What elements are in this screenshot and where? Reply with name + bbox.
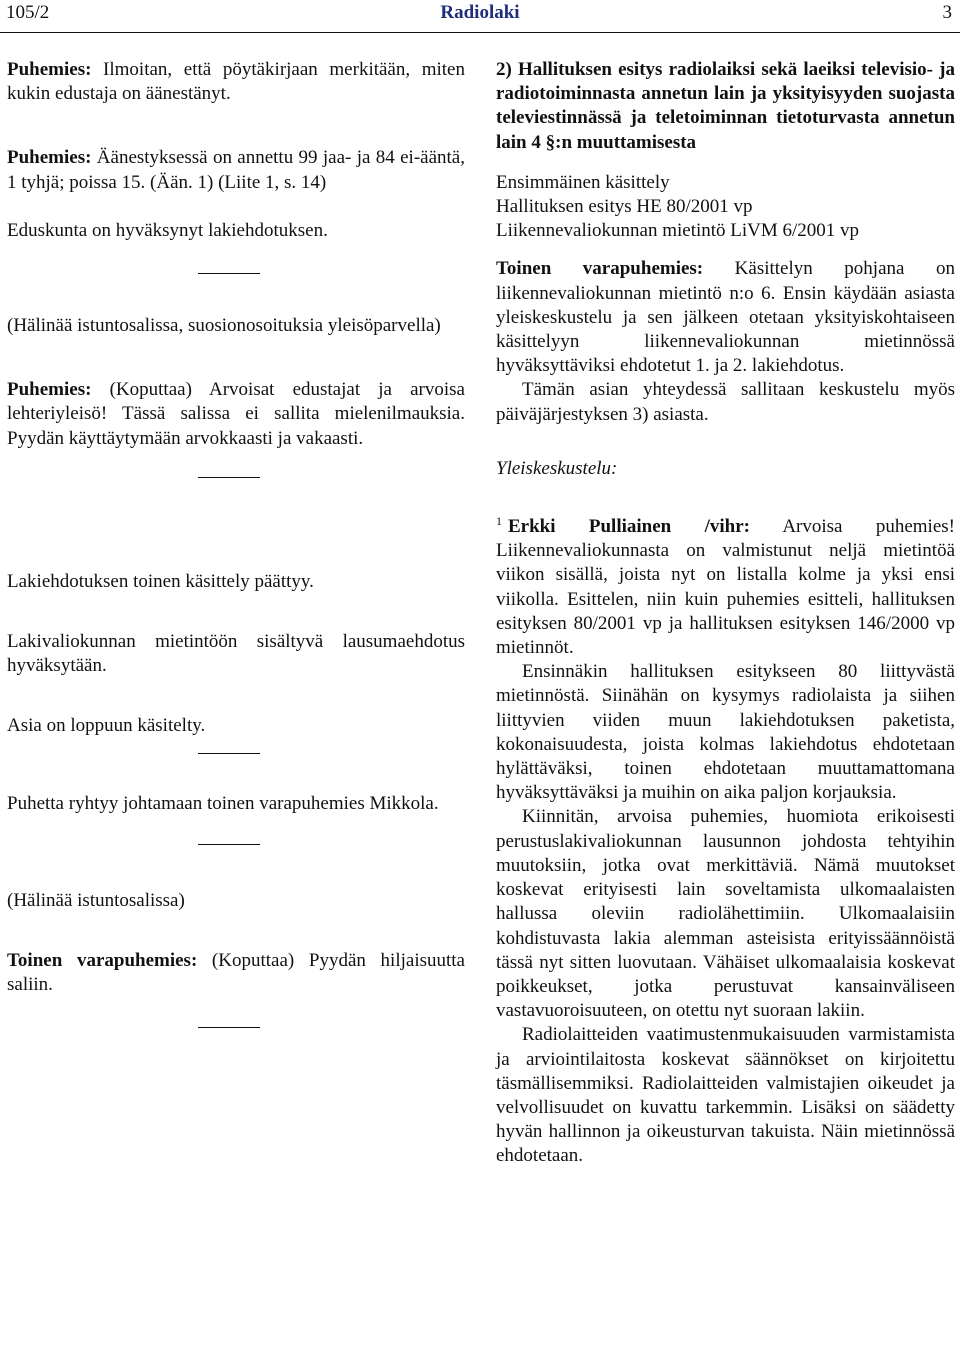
- right-column: [496, 58, 955, 1169]
- committee-report-ref: Liikennevaliokunnan mietintö LiVM 6/2001 vp: [496, 220, 860, 242]
- speech-text: Arvoisa puhemies! Liikennevaliokunnasta on valmistunut neljä mietintöä viikon sisällä, joista nyt on listalla kolme ja yksi ensi viikolla. Esittelen, niin kuin puhemies esitteli, hallituksen esityksen 80/2001 vp ja hallituksen esityksen 146/2000 vp mietinnöt.: [496, 516, 955, 659]
- government-proposal-ref: Hallituksen esitys HE 80/2001 vp: [496, 196, 753, 218]
- paragraph-speech: Ensinnäkin hallituksen esitykseen 80 liittyvästä mietinnöstä. Siinähän on kysymys radiolaista ja siihen liittyvien viiden muun lakiehdotuksen paketista, kokonaisuudesta, joista kolmas lakiehdotus ehdotetaan hylättäväksi, toinen ehdotetaan muuttamattomana hyväksyttäväksi ja muihin on aika paljon korjauksia.: [496, 661, 955, 804]
- running-title: Radiolaki: [440, 2, 520, 23]
- speech-text: (Koputtaa) Arvoisat edustajat ja arvoisa lehteriyleisö! Tässä salissa ei sallita mielenilmauksia. Pyydän käyttäytymään arvokkaasti ja vakaasti.: [7, 379, 465, 449]
- speech-text: (Koputtaa) Pyydän hiljaisuutta saliin.: [7, 950, 465, 996]
- header-rule: [0, 32, 960, 33]
- paragraph-announcement: [7, 58, 465, 106]
- speaker-label: Puhemies:: [7, 379, 92, 401]
- paragraph-speech: Kiinnitän, arvoisa puhemies, huomiota erikoisesti perustuslakivaliokunnan lausunnon johdosta tehtyihin muutoksiin, jotka ovat merkittäviä. Nämä muutokset koskevat erityisesti lain soveltamista ulkomaalaisten hallussa oleviin radiolähettimiin. Ulkomaalaisiin kohdistuvasta lakia alemman asteisista erityissäännöistä tässä nyt sitten luovutaan. Vähäiset ulkomaalaisia koskevat poikkeukset, jotka perustuvat kansainväliseen vastavuoroisuuteen, on otettu nyt suoraan lakiin.: [496, 806, 955, 1022]
- speech-text: Käsittelyn pohjana on liikennevaliokunnan mietintö n:o 6. Ensin käydään asiasta yleiskeskustelu ja sen jälkeen otetaan yksityiskohtaiseen käsittelyyn liikennevaliokunnan mietinnössä hyväksyttäviksi ehdotetut 1. ja 2. lakiehdotus.: [496, 258, 955, 377]
- paragraph-chair-note: Tämän asian yhteydessä sallitaan keskustelu myös päiväjärjestyksen 3) asiasta.: [496, 379, 955, 425]
- paragraph-speech: Radiolaitteiden vaatimustenmukaisuuden varmistamista ja arviointilaitosta koskevat säännökset on kirjoitettu täsmällisemmiksi. Radiolaitteiden valmistajien oikeudet ja velvollisuudet on kuvattu tarkemmin. Lisäksi on säädetty hyvän hallinnon ja oikeusturvan takuista. Näin mietinnössä ehdotetaan.: [496, 1024, 955, 1167]
- speaker-label: Puhemies:: [7, 147, 92, 169]
- paragraph-matter-closed: Asia on loppuun käsitelty.: [7, 715, 206, 737]
- paragraph-second-reading-ends: Lakiehdotuksen toinen käsittely päättyy.: [7, 570, 314, 592]
- speaker-label: Toinen varapuhemies:: [496, 258, 704, 280]
- page-header: [0, 0, 960, 34]
- paragraph-chair-change: Puhetta ryhtyy johtamaan toinen varapuhemies Mikkola.: [7, 792, 439, 814]
- paragraph-statement-approved: Lakivaliokunnan mietintöön sisältyvä lausumaehdotus hyväksytään.: [7, 631, 465, 677]
- separator-line: [198, 273, 260, 274]
- paragraph-chair-intro: [496, 257, 955, 378]
- separator-line: [198, 477, 260, 478]
- paragraph-commotion: (Hälinää istuntosalissa, suosionosoituksia yleisöparvella): [7, 315, 441, 337]
- speech-text: Äänestyksessä on annettu 99 jaa- ja 84 ei-ääntä, 1 tyhjä; poissa 15. (Ään. 1) (Liite 1, s. 14): [7, 147, 465, 193]
- speaker-label: Toinen varapuhemies:: [7, 950, 198, 972]
- speech-text: Ilmoitan, että pöytäkirjaan merkitään, miten kukin edustaja on äänestänyt.: [7, 59, 465, 105]
- page-number: 3: [942, 2, 952, 23]
- separator-line: [198, 844, 260, 845]
- paragraph-vote-result: [7, 146, 465, 194]
- paragraph-approval: Eduskunta on hyväksynyt lakiehdotuksen.: [7, 219, 328, 241]
- separator-line: [198, 753, 260, 754]
- paragraph-silence-request: [7, 949, 465, 997]
- general-debate-heading: Yleiskeskustelu:: [496, 457, 618, 479]
- separator-line: [198, 1027, 260, 1028]
- agenda-item-heading: 2) Hallituksen esitys radiolaiksi sekä laeiksi televisio- ja radiotoiminnasta annetun lain ja yksityisyyden suojasta televiestinnässä ja teletoiminnan tietoturvasta annetun lain 4 §:n muuttamisesta: [496, 59, 955, 153]
- paragraph-commotion-2: (Hälinää istuntosalissa): [7, 889, 185, 911]
- reading-stage: Ensimmäinen käsittely: [496, 171, 670, 193]
- speaker-label: Puhemies:: [7, 59, 92, 80]
- speech-number: 1: [496, 513, 502, 528]
- paragraph-speech-opening: [496, 515, 955, 660]
- left-column: [7, 58, 465, 1028]
- page-ref: 105/2: [6, 2, 50, 23]
- speaker-name: Erkki Pulliainen /vihr:: [508, 516, 750, 538]
- paragraph-speaker-order: [7, 378, 465, 451]
